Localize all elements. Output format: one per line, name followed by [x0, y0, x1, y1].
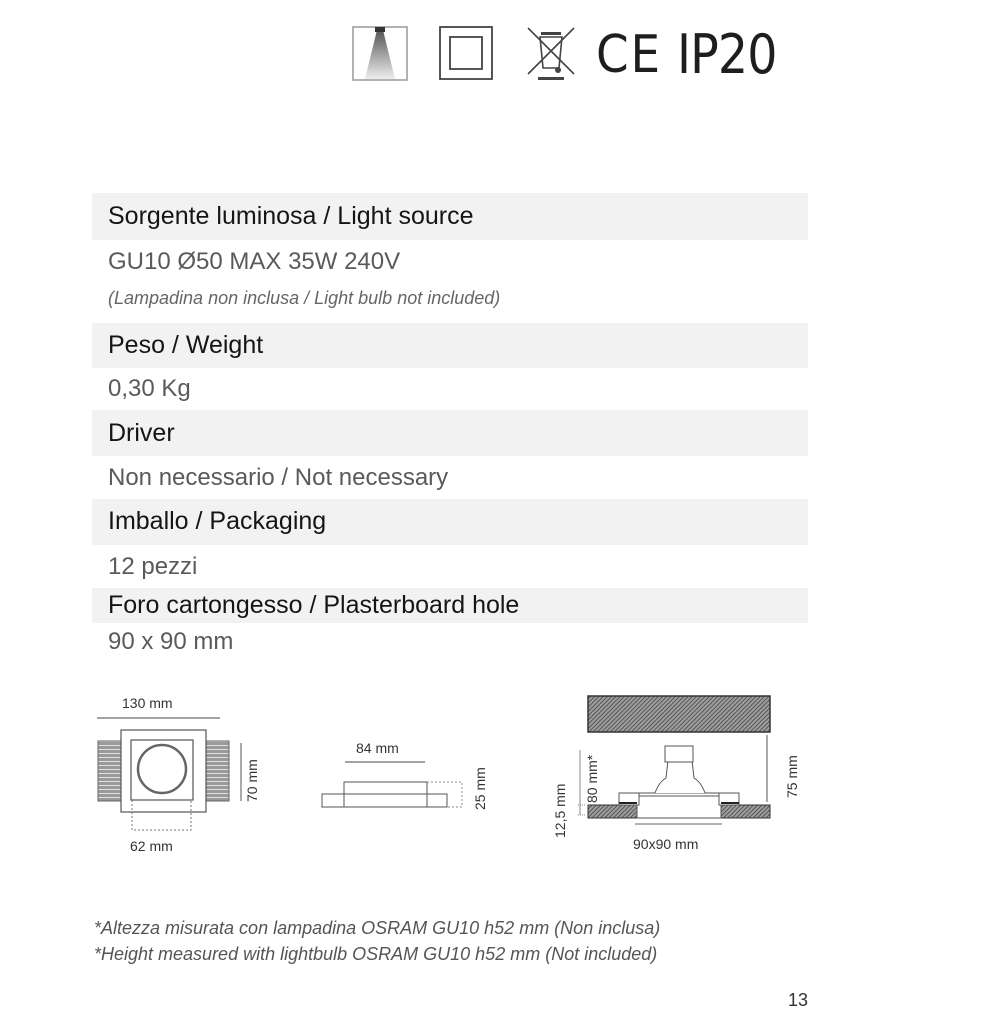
spec-value: GU10 Ø50 MAX 35W 240V — [108, 248, 401, 275]
spec-value: 12 pezzi — [108, 553, 198, 580]
spec-row-weight-header — [92, 323, 808, 368]
spec-label: Driver — [108, 419, 175, 447]
height-dimension: 25 mm — [472, 767, 488, 810]
section-view-graphic — [575, 690, 785, 840]
spec-label: Sorgente luminosa / Light source — [108, 202, 474, 230]
spec-label: Peso / Weight — [108, 331, 264, 359]
width-dimension: 84 mm — [356, 740, 399, 756]
height-dimension: 70 mm — [244, 759, 260, 802]
spec-label: Imballo / Packaging — [108, 507, 327, 535]
spec-row-packaging-header — [92, 499, 808, 545]
ip-rating-icon: IP20 — [677, 23, 777, 86]
spec-value: 90 x 90 mm — [108, 628, 234, 655]
spec-label: Foro cartongesso / Plasterboard hole — [108, 591, 520, 619]
page-number: 13 — [788, 990, 809, 1010]
spec-value: Non necessario / Not necessary — [108, 464, 449, 491]
inner-dimension: 62 mm — [130, 838, 173, 854]
certification-icons — [352, 23, 790, 86]
ce-mark-icon: CE — [596, 25, 662, 85]
body-height-dimension: 75 mm — [784, 755, 800, 798]
downlight-beam-icon — [352, 24, 408, 87]
spec-row-light-source-header — [92, 193, 808, 240]
spec-row-plasterboard-header — [92, 588, 808, 623]
total-height-dimension: 80 mm* — [584, 754, 600, 803]
weee-crossed-bin-icon — [526, 24, 576, 87]
hole-dimension: 90x90 mm — [633, 836, 699, 852]
spec-note: (Lampadina non inclusa / Light bulb not included) — [108, 288, 501, 308]
spec-value: 0,30 Kg — [108, 375, 191, 402]
front-view-graphic — [90, 715, 250, 840]
side-view-graphic — [315, 755, 475, 815]
spec-row-driver-header — [92, 410, 808, 456]
class-ii-double-insulation-icon — [438, 24, 494, 87]
ceiling-thickness-dimension: 12,5 mm — [552, 783, 568, 838]
footnote-english: *Height measured with lightbulb OSRAM GU10 h52 mm (Not included) — [94, 944, 658, 964]
width-dimension: 130 mm — [122, 695, 173, 711]
footnote-italian: *Altezza misurata con lampadina OSRAM GU10 h52 mm (Non inclusa) — [94, 918, 661, 938]
